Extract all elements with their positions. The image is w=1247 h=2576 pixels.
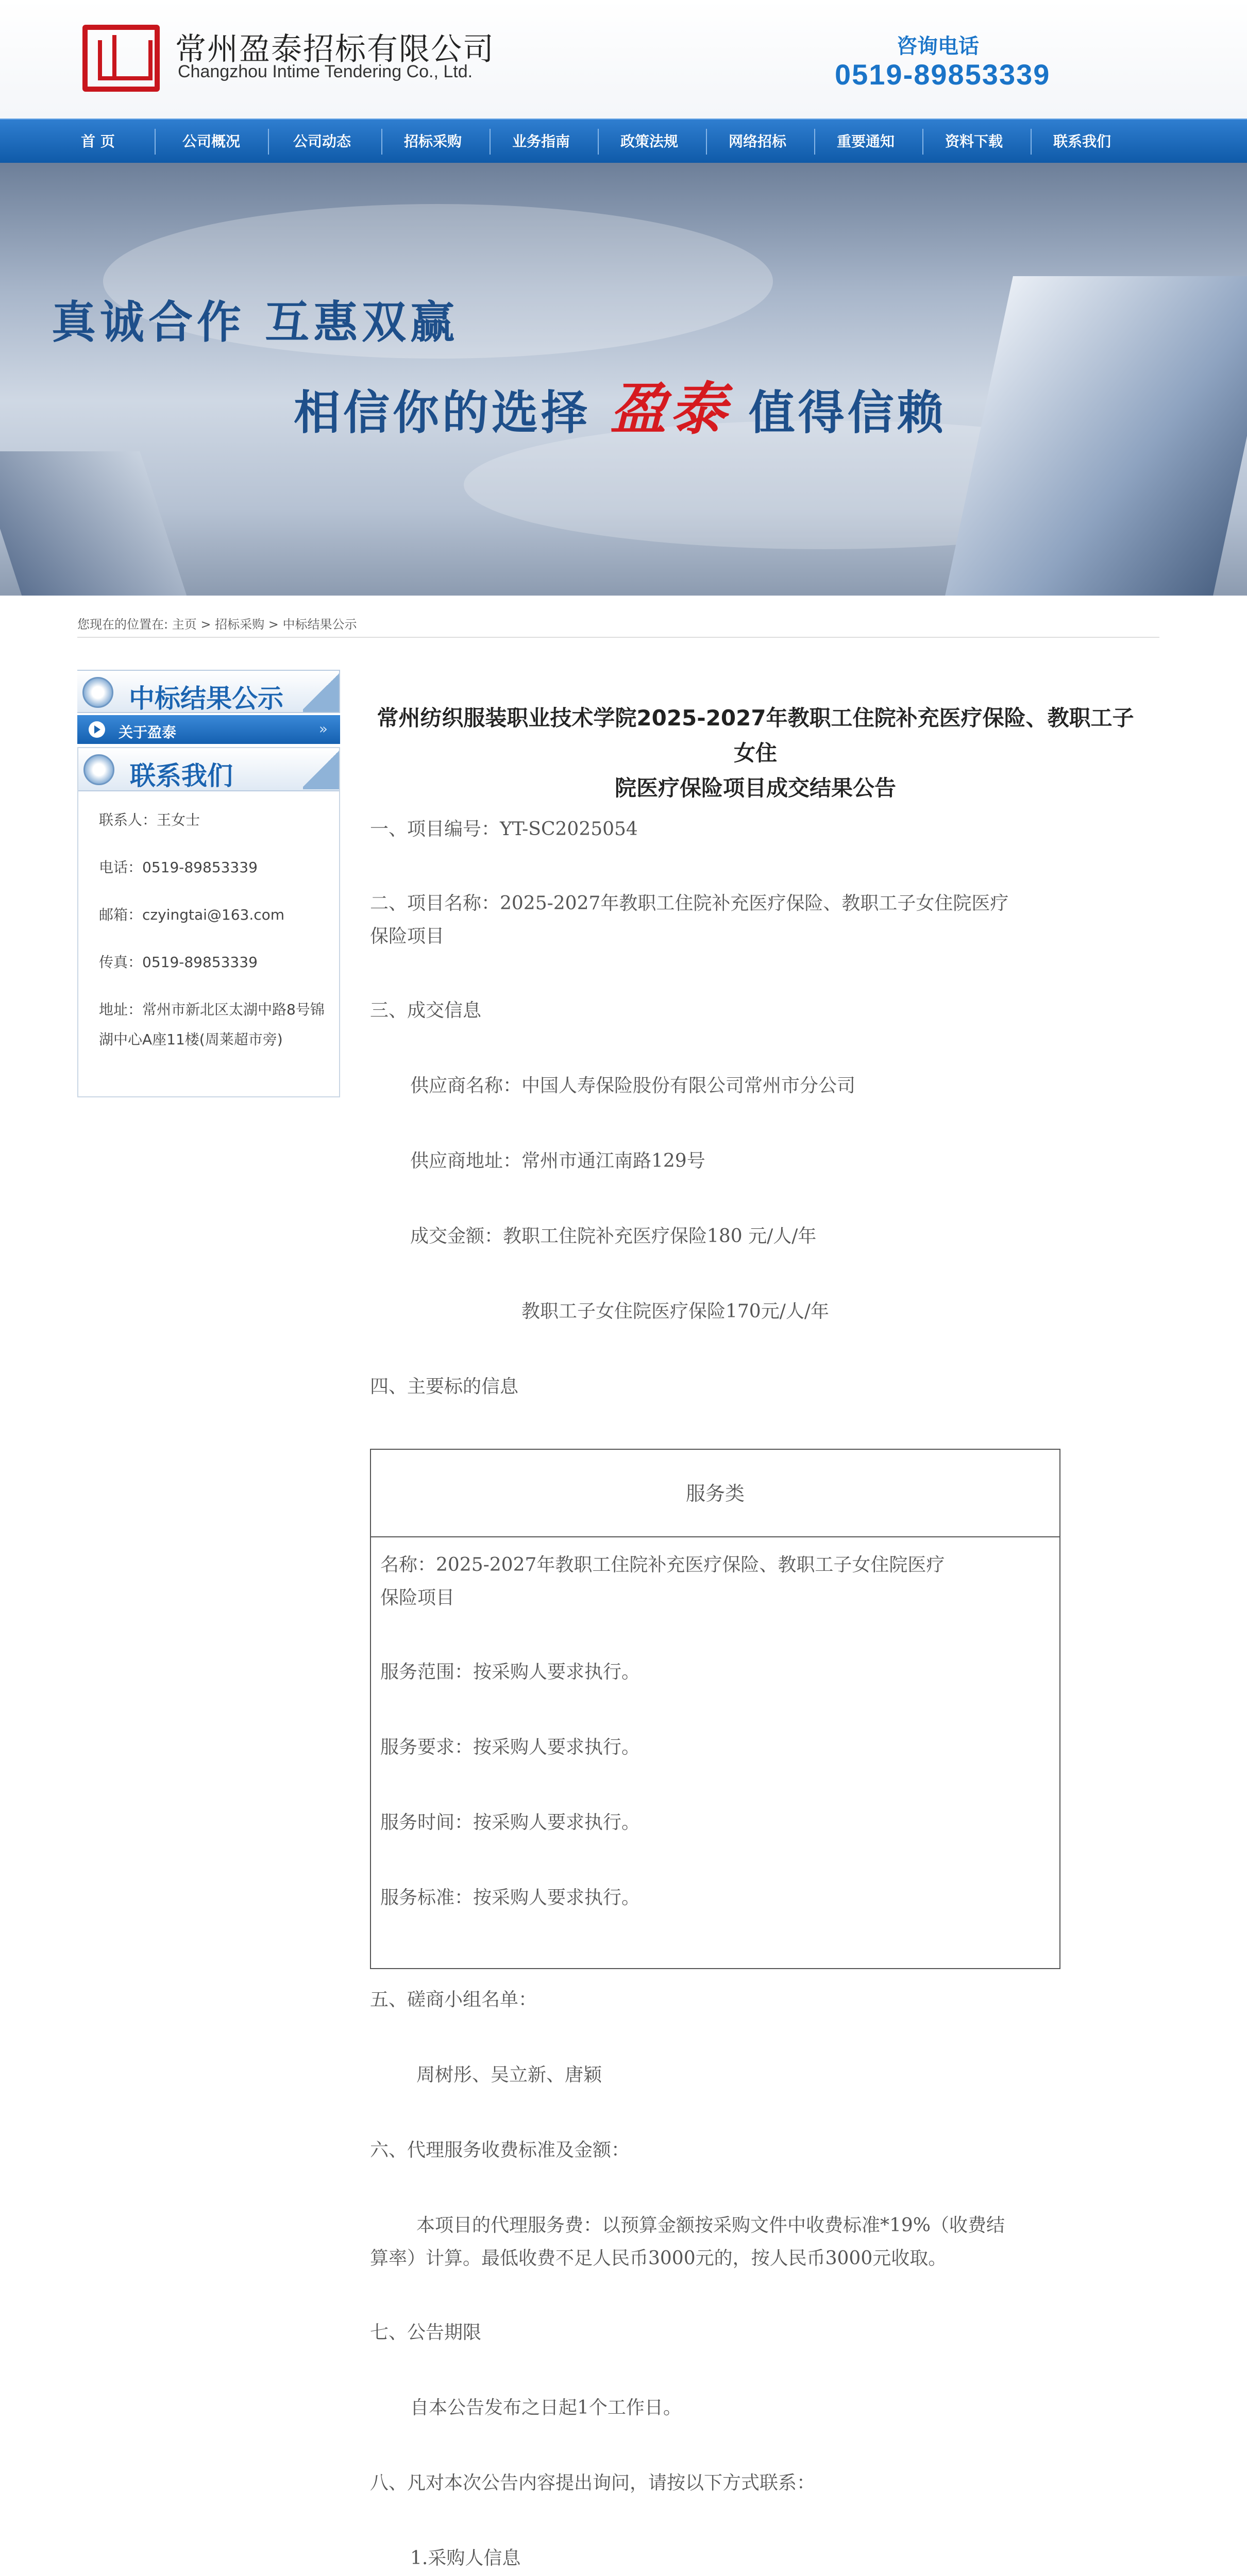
service-time: 服务时间：按采购人要求执行。: [380, 1812, 641, 1833]
section-deal-info: 三、成交信息: [370, 1000, 482, 1021]
contact-address-line1: 地址：常州市新北区太湖中路8号锦: [99, 1001, 325, 1018]
service-name-line1: 名称：2025-2027年教职工住院补充医疗保险、教职工子女住院医疗: [380, 1554, 945, 1575]
company-name-en: Changzhou Intime Tendering Co., Ltd.: [178, 62, 473, 81]
section-main-items: 四、主要标的信息: [370, 1376, 519, 1397]
nav-online-bid[interactable]: 网络招标: [728, 133, 786, 150]
slogan-post: 值得信赖: [748, 385, 947, 440]
nav-divider: [706, 129, 707, 155]
banner-building: [0, 451, 190, 596]
contact-fax: 传真：0519-89853339: [99, 954, 258, 971]
nav-procurement[interactable]: 招标采购: [403, 133, 462, 150]
banner-slogan-1: 真诚合作 互惠双赢: [52, 296, 459, 348]
deal-amount-2: 教职工子女住院医疗保险170元/人/年: [521, 1301, 829, 1322]
nav-divider: [598, 129, 599, 155]
play-icon: [89, 721, 105, 738]
article-title: [369, 701, 1142, 806]
service-standard: 服务标准：按采购人要求执行。: [380, 1887, 641, 1908]
service-scope: 服务范围：按采购人要求执行。: [380, 1662, 641, 1683]
supplier-address: 供应商地址：常州市通江南路129号: [410, 1150, 705, 1172]
nav-news[interactable]: 公司动态: [293, 133, 351, 150]
nav-downloads[interactable]: 资料下载: [945, 133, 1003, 150]
nav-policy[interactable]: 政策法规: [620, 133, 678, 150]
contact-header: [78, 748, 339, 791]
project-name-line1: 二、项目名称：2025-2027年教职工住院补充医疗保险、教职工子女住院医疗: [370, 893, 1009, 914]
chevron-right-icon: »: [318, 720, 328, 737]
deal-amount-1: 成交金额：教职工住院补充医疗保险180 元/人/年: [410, 1226, 817, 1247]
nav-home[interactable]: 首 页: [81, 133, 115, 150]
nav-divider: [268, 129, 269, 155]
service-name-line2: 保险项目: [380, 1587, 455, 1608]
hotline-number: 0519-89853339: [835, 58, 1051, 91]
service-table-header: 服务类: [371, 1450, 1059, 1537]
hero-banner: [0, 163, 1247, 596]
project-number: 一、项目编号：YT-SC2025054: [370, 819, 638, 840]
contact-phone: 电话：0519-89853339: [99, 859, 258, 876]
nav-guide[interactable]: 业务指南: [512, 133, 570, 150]
fee-line1: 本项目的代理服务费：以预算金额按采购文件中收费标准*19%（收费结: [416, 2215, 1005, 2236]
nav-divider: [155, 129, 156, 155]
banner-slogan-2: [294, 364, 947, 445]
panel-members: 周树彤、吴立新、唐颖: [416, 2064, 602, 2086]
contact-address-line2: 湖中心A座11楼(周莱超市旁): [99, 1031, 283, 1048]
breadcrumb-divider: [77, 637, 1159, 638]
breadcrumb[interactable]: 您现在的位置在: 主页 > 招标采购 > 中标结果公示: [77, 617, 357, 632]
sidebar-contact-box: [77, 747, 340, 1097]
section-panel: 五、磋商小组名单：: [370, 1989, 537, 2010]
nav-divider: [381, 129, 382, 155]
sidebar-item-label: 关于盈泰: [119, 724, 177, 741]
article-title-line2: 院医疗保险项目成交结果公告: [614, 775, 896, 801]
fee-line2: 算率）计算。最低收费不足人民币3000元的，按人民币3000元收取。: [370, 2248, 947, 2269]
nav-divider: [1031, 129, 1032, 155]
company-name-cn: 常州盈泰招标有限公司: [175, 31, 495, 67]
contact-person: 联系人：王女士: [99, 811, 200, 828]
hotline-label: 咨询电话: [897, 35, 979, 58]
section-fees: 六、代理服务收费标准及金额：: [370, 2140, 630, 2161]
main-nav: [0, 118, 1247, 163]
slogan-brand: 盈泰: [610, 376, 730, 442]
nav-divider: [814, 129, 815, 155]
section-period: 七、公告期限: [370, 2322, 482, 2343]
globe-icon: [82, 677, 113, 708]
nav-about[interactable]: 公司概况: [182, 133, 240, 150]
globe-icon: [83, 754, 114, 785]
article-title-line1: 常州纺织服装职业技术学院2025-2027年教职工住院补充医疗保险、教职工子女住: [377, 705, 1134, 766]
company-logo-icon[interactable]: [82, 25, 160, 92]
project-name-line2: 保险项目: [370, 926, 445, 947]
nav-notices[interactable]: 重要通知: [836, 133, 895, 150]
corner-decoration: [303, 748, 339, 789]
notice-period: 自本公告发布之日起1个工作日。: [410, 2397, 682, 2418]
sidebar-item-about[interactable]: [77, 715, 340, 744]
banner-building: [945, 276, 1247, 596]
nav-contact[interactable]: 联系我们: [1053, 133, 1111, 150]
sidebar-section-title: 中标结果公示: [129, 684, 283, 714]
service-requirement: 服务要求：按采购人要求执行。: [380, 1737, 641, 1758]
sidebar-section-header: [77, 670, 340, 713]
section-contact: 八、凡对本次公告内容提出询问，请按以下方式联系：: [370, 2472, 816, 2494]
slogan-pre: 相信你的选择: [294, 385, 591, 440]
supplier-name: 供应商名称：中国人寿保险股份有限公司常州市分公司: [410, 1075, 856, 1096]
nav-divider: [922, 129, 923, 155]
contact-email[interactable]: 邮箱：czyingtai@163.com: [99, 906, 285, 923]
nav-divider: [490, 129, 491, 155]
site-header: [0, 0, 1247, 118]
contact-title: 联系我们: [130, 761, 233, 791]
sidebar: [77, 670, 340, 1097]
corner-decoration: [303, 671, 339, 712]
buyer-info-heading: 1.采购人信息: [410, 2548, 521, 2569]
